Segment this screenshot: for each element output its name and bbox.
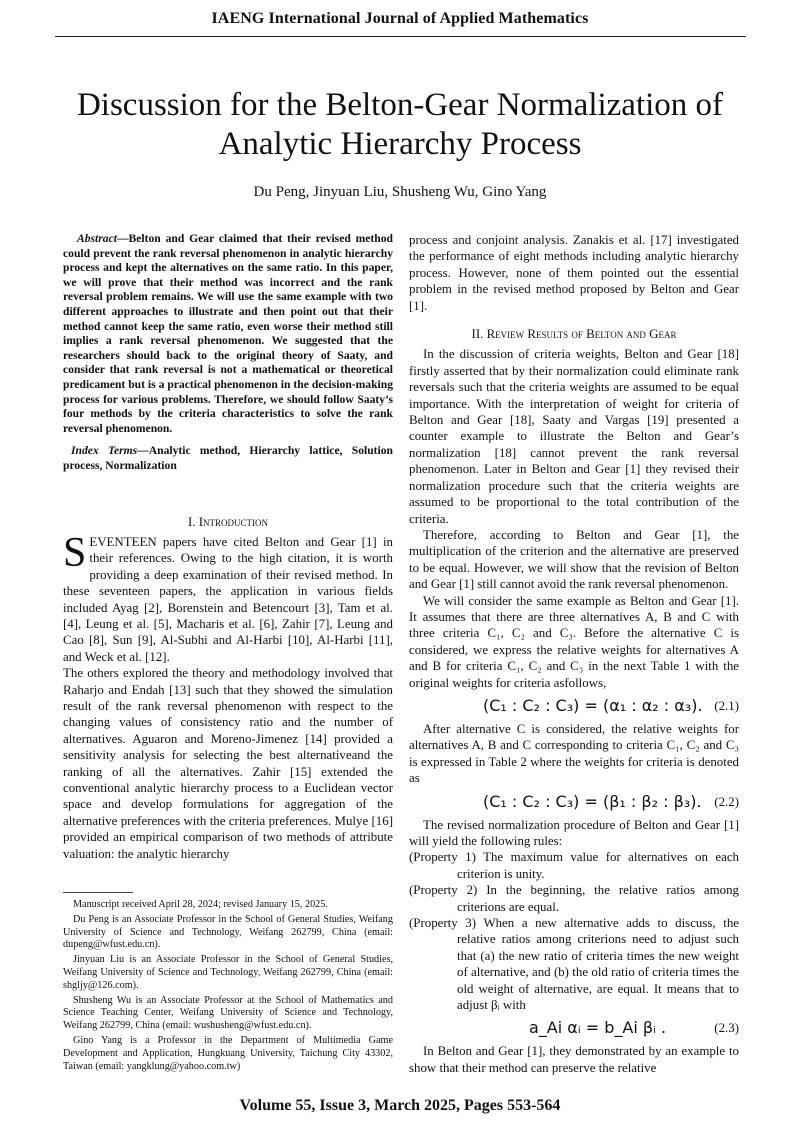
abstract (63, 232, 393, 436)
section-title: Review Results of Belton and Gear (486, 327, 677, 342)
review-paragraph-3: We will consider the same example as Belton and Gear [1]. It assumes that there are three alternatives A, B and C with three criteria C₁, C₂ and C₃. Before the alternative C is considered, we express the relative weights for alternatives A and B for criteria C₁, C₂ and C₃ in the next Table 1 with the original weights for criteria asfollows, (409, 593, 739, 690)
page-footer: Volume 55, Issue 3, March 2025, Pages 553-564 (239, 1097, 561, 1114)
section-numeral: I. (187, 514, 196, 529)
footnote-author-1: Du Peng is an Associate Professor in the School of General Studies, Weifang University of Science and Technology, Weifang 262799, China (email: dupeng@wfust.edu.cn). (63, 913, 393, 951)
section-title: Introduction (198, 514, 269, 529)
review-paragraph-6: In Belton and Gear [1], they demonstrated by an example to show that their method can preserve the relative (409, 1044, 739, 1075)
author-list: Du Peng, Jinyuan Liu, Shusheng Wu, Gino Yang (253, 184, 547, 200)
section-numeral: II. (471, 327, 484, 342)
equation-2-3 (409, 1015, 739, 1041)
property-label: (Property 2) (409, 883, 478, 898)
paper-title: Discussion for the Belton-Gear Normalization of Analytic Hierarchy Process (76, 87, 724, 162)
equation-2-2 (409, 789, 739, 815)
equation-2-1 (409, 693, 739, 719)
equation-number: (2.2) (714, 794, 739, 809)
footnote-rule (63, 892, 133, 893)
equation-expression: a_Ai αᵢ = b_Ai βᵢ . (529, 1018, 667, 1038)
intro-paragraph-2: The others explored the theory and methodology involved that Raharjo and Endah [13] such that they showed the simulation result of the rank reversal phenomenon with respect to the changing values of consistency ratio and the number of alternatives. Aguaron and Moreno-Jimenez [14] provided a sensitivity analysis for selecting the best alternativeand the ranking of all the alternatives. Zahir [15] extended the conventional analytic hierarchy process to a Euclidean vector space and develop formulations for aggregation of the alternative preferences with the criteria preferences. Mulye [16] provided an empirical comparison of two methods of attribute valuation: the analytic hierarchy (63, 666, 393, 861)
header-rule (55, 36, 746, 37)
equation-number: (2.3) (714, 1021, 739, 1036)
review-paragraph-1: In the discussion of criteria weights, Belton and Gear [18] firstly asserted that by their normalization could eliminate rank reversals such that the criteria weights are assumed to be equal importance. With the interpretation of weight for criteria of Belton and Gear [18], Saaty and Vargas [19] presented a counter example to illustrate the Belton and Gear’s normalization [18] cannot prevent the rank reversal phenomenon. Later in Belton and Gear [1] they revised their normalization procedure such that the criteria weights are assumed to be proportional to the total contribution of the criteria. (409, 347, 739, 526)
section-heading-introduction (63, 514, 393, 530)
equation-expression: (C₁ : C₂ : C₃) = (α₁ : α₂ : α₃). (483, 695, 703, 715)
property-label: (Property 3) (409, 916, 477, 931)
abstract-text: —Belton and Gear claimed that their revised method could prevent the rank reversal phenomenon in analytic hierarchy process and kept the alternatives on the same ratio. In this paper, we will prove that their method was incorrect and the rank reversal problem remains. We will use the same example with two different approaches to illustrate and then point out that their method cannot keep the same ratio, even worse their method still implies a rank reversal phenomenon. We suggested that the researchers should back to the original theory of Saaty, and consider that rank reversal is not a mathematical or theoretical predicament but is a practical phenomenon in the decision-making process for various problems. Therefore, we should follow Saaty’s four methods by the criteria characteristics to solve the rank reversal phenomenon. (63, 232, 393, 435)
right-column (409, 232, 739, 1076)
footnote-author-4: Gino Yang is a Professor in the Department of Multimedia Game Development and Application, Hungkuang University, Taichung City 43302, Taiwan (email: yangklung@yahoo.com.tw) (63, 1035, 393, 1072)
paragraph-continuation: process and conjoint analysis. Zanakis et al. [17] investigated the performance of eight methods including analytic hierarchy process. However, none of them pointed out the essential problem in the revised method proposed by Belton and Gear [1]. (409, 233, 739, 313)
property-text: When a new alternative adds to discuss, the relative ratios among criterions need to adjust such that (a) the new ratio of criteria times the new weight of alternative, and (b) the old ratio of criteria times the old weight of alternative, are equal. It means that to adjust βᵢ with (457, 916, 739, 1013)
footnote-author-3: Shusheng Wu is an Associate Professor at the School of Mathematics and Science Teaching Center, Weifang University of Science and Technology, Weifang 262799, China (email: wushusheng@wfust.edu.cn). (63, 994, 393, 1032)
property-text: In the beginning, the relative ratios among criterions are equal. (457, 883, 739, 914)
journal-header: IAENG International Journal of Applied Mathematics (211, 10, 589, 27)
left-column (63, 232, 393, 1075)
index-terms-lead: Index Terms (71, 444, 138, 458)
review-paragraph-5: The revised normalization procedure of Belton and Gear [1] will yield the following rules: (409, 817, 739, 848)
property-1 (409, 849, 739, 882)
review-paragraph-2: Therefore, according to Belton and Gear [1], the multiplication of the criterion and the alternative are preserved to be equal. However, we will show that the revision of Belton and Gear [1] still cannot avoid the rank reversal phenomenon. (409, 527, 739, 592)
property-2 (409, 882, 739, 915)
property-3 (409, 915, 739, 1013)
drop-cap: S (63, 529, 87, 576)
section-heading-review (409, 326, 739, 342)
equation-expression: (C₁ : C₂ : C₃) = (β₁ : β₂ : β₃). (483, 791, 702, 811)
index-terms-text: —Analytic method, Hierarchy lattice, Solution process, Normalization (63, 444, 393, 472)
intro-paragraph-1-text: EVENTEEN papers have cited Belton and Gear [1] in their references. Owing to the high citation, it is worth providing a deep examination of their revised method. In these seventeen papers, the application in various fields included Ayag [2], Borenstein and Betencourt [3], Tam et al. [4], Leung et al. [5], Macharis et al. [6], Zahir [7], Leung and Cao [8], Sun [9], Al-Subhi and Al-Harbi [10], Al-Harbi [11], and Weck et al. [12]. (63, 534, 393, 664)
property-text: The maximum value for alternatives on each criterion is unity. (457, 850, 739, 881)
footnote-author-2: Jinyuan Liu is an Associate Professor in the School of General Studies, Weifang University of Science and Technology, Weifang 262799, China (email: shgljy@126.com). (63, 954, 393, 991)
index-terms (63, 444, 393, 473)
intro-paragraph-1 (63, 529, 393, 665)
footnote-received: Manuscript received April 28, 2024; revised January 15, 2025. (73, 899, 328, 911)
abstract-lead: Abstract (77, 232, 117, 245)
review-paragraph-4: After alternative C is considered, the relative weights for alternatives A, B and C corresponding to criteria C₁, C₂ and C₃ is expressed in Table 2 where the weights for criteria is denoted as (409, 721, 739, 786)
property-label: (Property 1) (409, 850, 476, 865)
equation-number: (2.1) (714, 698, 739, 713)
